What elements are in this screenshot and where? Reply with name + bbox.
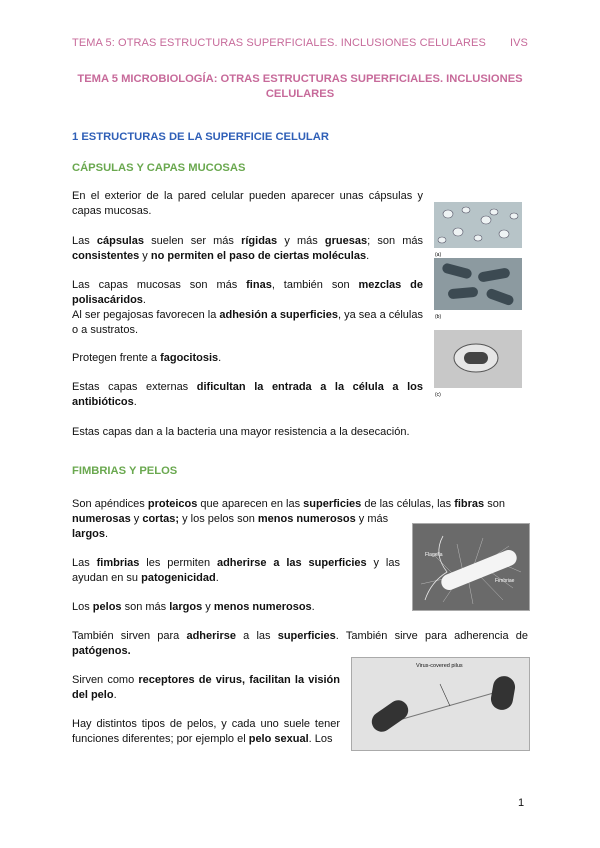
subheading-capsulas: CÁPSULAS Y CAPAS MUCOSAS <box>72 162 246 174</box>
fimbriae-label: Fimbriae <box>495 578 515 584</box>
paragraph: Las capas mucosas son más finas, también son mezclas de polisacáridos. <box>72 279 424 306</box>
paragraph: En el exterior de la pared celular pueden aparecer unas cápsulas y capas mucosas. <box>72 190 423 217</box>
paragraph: Protegen frente a fagocitosis. <box>72 352 222 364</box>
figure-label-c: (c) <box>435 392 441 398</box>
pilus-micrograph <box>351 657 530 751</box>
paragraph: También sirven para adherirse a las superficies. También sirve para adherencia de patógenos. <box>72 630 529 657</box>
flagella-label: Flagella <box>425 552 443 558</box>
paragraph: Los pelos son más largos y menos numerosos. <box>72 601 315 613</box>
paragraph: numerosas y cortas; y los pelos son menos numerosos y más largos. <box>72 513 389 540</box>
header-title: TEMA 5: OTRAS ESTRUCTURAS SUPERFICIALES. INCLUSIONES CELULARES <box>72 37 486 49</box>
page-number: 1 <box>518 797 525 809</box>
header-initials: IVS <box>509 37 528 49</box>
paragraph: Son apéndices proteicos que aparecen en las superficies de las células, las fibras son <box>72 498 505 510</box>
pilus-label: Virus-covered pilus <box>416 663 463 669</box>
paragraph: Estas capas dan a la bacteria una mayor resistencia a la desecación. <box>72 426 410 438</box>
paragraph: Al ser pegajosas favorecen la adhesión a superficies, ya sea a células o a sustratos. <box>72 309 423 336</box>
paragraph: Las cápsulas suelen ser más rígidas y más gruesas; son más consistentes y no permiten el paso de ciertas moléculas. <box>72 235 424 262</box>
section-heading: 1 ESTRUCTURAS DE LA SUPERFICIE CELULAR <box>72 131 329 143</box>
fimbriae-micrograph <box>412 523 530 611</box>
paragraph: Sirven como receptores de virus, facilitan la visión del pelo. <box>72 674 340 701</box>
paragraph: Hay distintos tipos de pelos, y cada uno suele tener funciones diferentes; por ejemplo el pelo sexual. Los <box>72 718 340 745</box>
subheading-fimbrias: FIMBRIAS Y PELOS <box>72 465 178 477</box>
paragraph: Estas capas externas dificultan la entrada a la célula a los antibióticos. <box>72 381 423 408</box>
figure-label-a: (a) <box>435 252 442 258</box>
capsule-micrograph-panel <box>434 200 528 398</box>
figure-label-b: (b) <box>435 314 442 320</box>
running-header <box>72 37 528 49</box>
paragraph: Las fimbrias les permiten adherirse a las superficies y las ayudan en su patogenicidad. <box>72 557 400 584</box>
document-title: TEMA 5 MICROBIOLOGÍA: OTRAS ESTRUCTURAS SUPERFICIALES. INCLUSIONES CELULARES <box>77 73 523 100</box>
